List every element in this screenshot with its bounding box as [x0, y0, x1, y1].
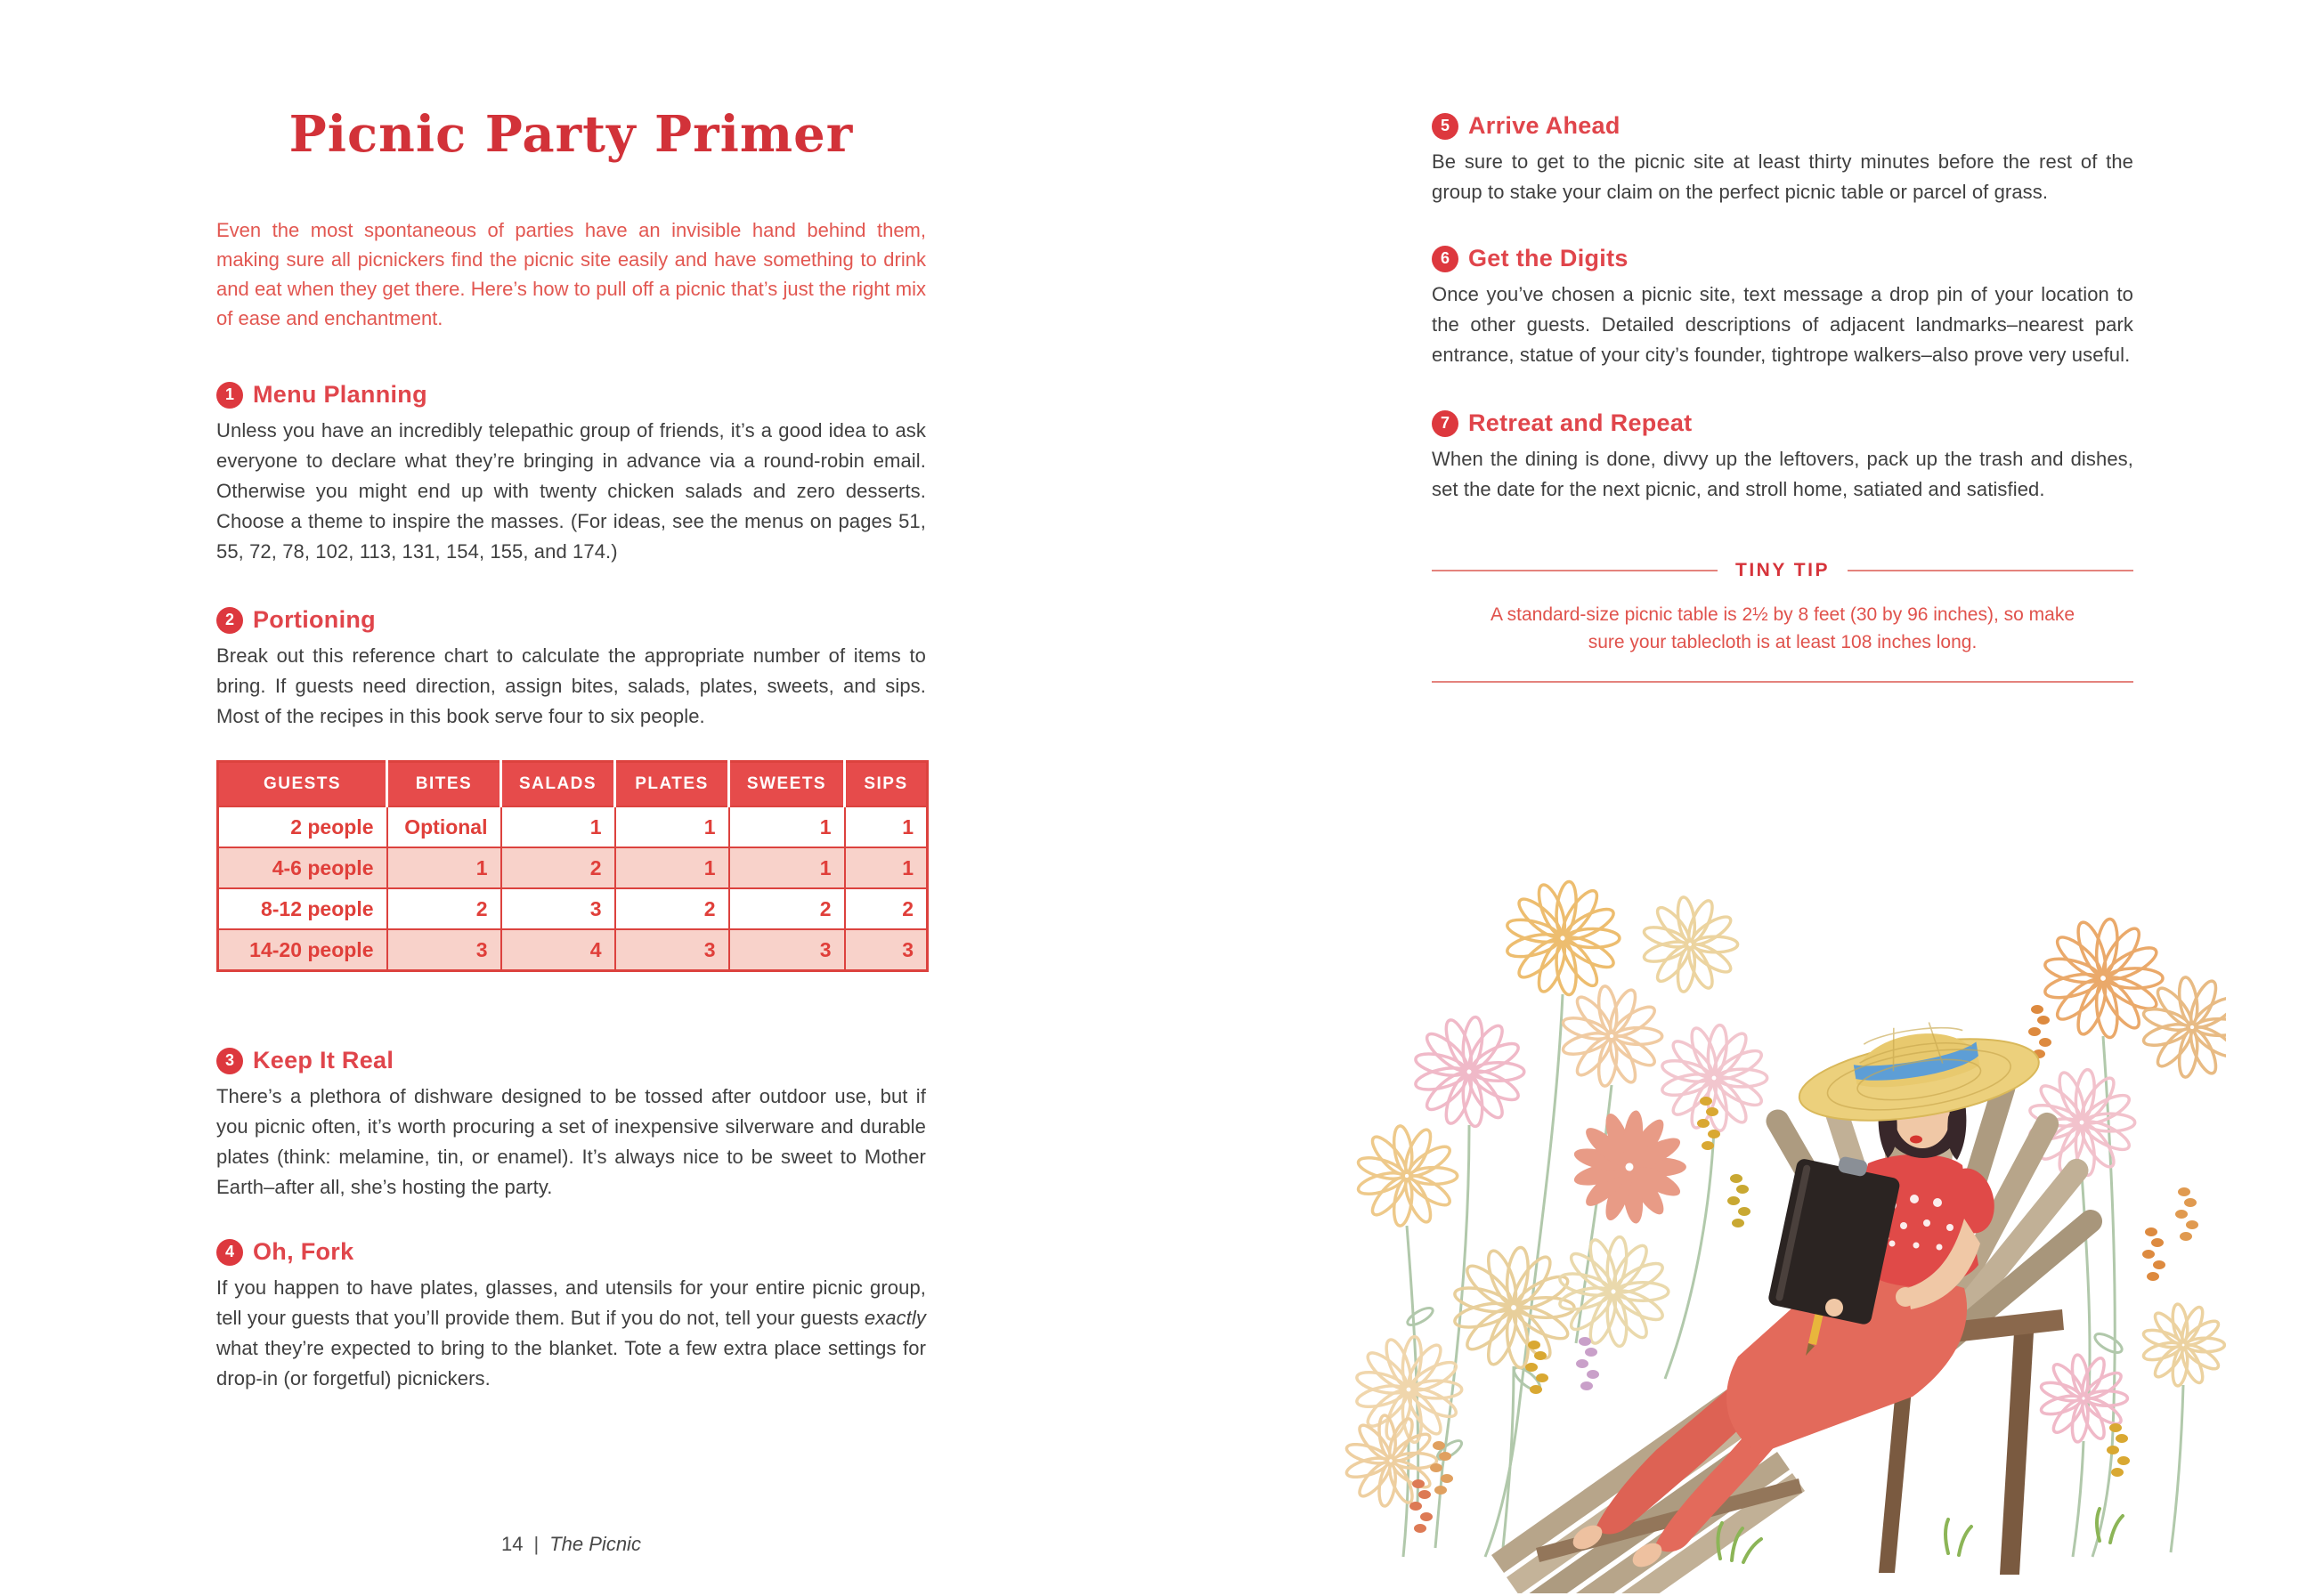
number-badge: 2: [216, 607, 243, 634]
number-badge: 1: [216, 382, 243, 409]
cell: 4: [501, 929, 615, 971]
cell: 2: [729, 888, 845, 929]
table-row: [218, 847, 928, 888]
cell: 2: [845, 888, 928, 929]
portion-table: [216, 760, 929, 972]
section-retreat-and-repeat: [1432, 409, 2133, 505]
cell: Optional: [387, 806, 501, 847]
tip-rule-bottom: [1432, 681, 2133, 683]
col-header-plates: PLATES: [615, 762, 729, 807]
number-badge: 4: [216, 1239, 243, 1266]
cell: 14-20 people: [218, 929, 387, 971]
page-title: Picnic Party Primer: [288, 105, 854, 164]
table-row: [218, 929, 928, 971]
section-heading: [1432, 112, 2133, 140]
body-text: If you happen to have plates, glasses, and utensils for your entire picnic group, tell your guests that you’ll provide them. But if you do not, tell your guests: [216, 1276, 926, 1329]
section-heading: [216, 1047, 926, 1074]
tiny-tip-label: TINY TIP: [1735, 560, 1830, 580]
section-title: Portioning: [253, 606, 376, 633]
right-page: [1432, 0, 2133, 683]
table-row: [218, 806, 928, 847]
section-get-the-digits: [1432, 245, 2133, 370]
section-heading: [216, 1238, 926, 1266]
section-title: Keep It Real: [253, 1047, 394, 1073]
col-header-sweets: SWEETS: [729, 762, 845, 807]
number-badge: 5: [1432, 113, 1458, 140]
section-body: Be sure to get to the picnic site at least thirty minutes before the rest of the group to stake your claim on the perfect picnic table or parcel of grass.: [1432, 150, 2133, 203]
section-body: Once you’ve chosen a picnic site, text message a drop pin of your location to the other guests. Detailed descriptions of adjacent landmarks–nearest park entrance, statue of your city’s founder, tightrope walkers–also prove very useful.: [1432, 283, 2133, 366]
cell: 1: [845, 806, 928, 847]
picnic-illustration: [1336, 844, 2226, 1593]
cell: 4-6 people: [218, 847, 387, 888]
intro-paragraph: Even the most spontaneous of parties have an invisible hand behind them, making sure all picnickers find the picnic site easily and have something to drink and eat when they get there. Here’s how to pull off a picnic that’s just the right mix of ease and enchantment.: [216, 219, 926, 329]
section-body: When the dining is done, divvy up the leftovers, pack up the trash and dishes, set the date for the next picnic, and stroll home, satiated and satisfied.: [1432, 448, 2133, 500]
cell: 3: [501, 888, 615, 929]
col-header-bites: BITES: [387, 762, 501, 807]
footer-separator: |: [533, 1533, 540, 1555]
cell: 3: [615, 929, 729, 971]
cell: 2: [387, 888, 501, 929]
tip-rule-left: [1432, 570, 1718, 571]
cell: 1: [729, 806, 845, 847]
section-title: Arrive Ahead: [1468, 112, 1620, 139]
body-text: what they’re expected to bring to the blanket. Tote a few extra place settings for drop-in (or forgetful) picnickers.: [216, 1337, 926, 1389]
cell: 2: [615, 888, 729, 929]
table-header-row: [218, 762, 928, 807]
cell: 8-12 people: [218, 888, 387, 929]
section-heading: [216, 381, 926, 409]
section-oh-fork: [216, 1238, 926, 1394]
section-title: Oh, Fork: [253, 1238, 354, 1265]
body-text-italic: exactly: [864, 1307, 926, 1329]
cell: 1: [387, 847, 501, 888]
page-number: 14: [501, 1533, 524, 1555]
cell: 2 people: [218, 806, 387, 847]
section-keep-it-real: [216, 1047, 926, 1203]
cell: 3: [387, 929, 501, 971]
table-row: [218, 888, 928, 929]
number-badge: 7: [1432, 410, 1458, 437]
col-header-sips: SIPS: [845, 762, 928, 807]
tiny-tip-header: [1432, 560, 2133, 581]
tip-rule-right: [1848, 570, 2133, 571]
cell: 1: [615, 847, 729, 888]
section-arrive-ahead: [1432, 112, 2133, 207]
left-page: [216, 0, 926, 1394]
cell: 1: [729, 847, 845, 888]
section-heading: [1432, 245, 2133, 272]
tiny-tip-box: [1432, 560, 2133, 683]
cell: 1: [501, 806, 615, 847]
section-title: Get the Digits: [1468, 245, 1629, 271]
section-heading: [1432, 409, 2133, 437]
cell: 1: [845, 847, 928, 888]
section-body: There’s a plethora of dishware designed to be tossed after outdoor use, but if you picnic often, it’s worth procuring a set of inexpensive silverware and durable plates (think: melamine, tin, or enamel). It’s always nice to be sweet to Mother Earth–after all, she’s hosting the party.: [216, 1085, 926, 1198]
number-badge: 3: [216, 1048, 243, 1074]
tiny-tip-text: A standard-size picnic table is 2½ by 8 feet (30 by 96 inches), so make sure your tablecloth is at least 108 inches long.: [1490, 604, 2075, 652]
section-body: Break out this reference chart to calculate the appropriate number of items to bring. If guests need direction, assign bites, salads, plates, sweets, and sips. Most of the recipes in this book serve four to six people.: [216, 644, 926, 727]
cell: 1: [615, 806, 729, 847]
footer-book-title: The Picnic: [549, 1533, 641, 1555]
section-body: [216, 1273, 926, 1394]
col-header-guests: GUESTS: [218, 762, 387, 807]
cell: 2: [501, 847, 615, 888]
page-footer: [216, 1533, 926, 1556]
section-portioning: [216, 606, 926, 732]
section-title: Menu Planning: [253, 381, 427, 408]
section-heading: [216, 606, 926, 634]
section-title: Retreat and Repeat: [1468, 409, 1693, 436]
col-header-salads: SALADS: [501, 762, 615, 807]
section-menu-planning: [216, 381, 926, 567]
section-body: Unless you have an incredibly telepathic group of friends, it’s a good idea to ask everyone to declare what they’re bringing in advance via a round-robin email. Otherwise you might end up with twenty chicken salads and zero desserts. Choose a theme to inspire the masses. (For ideas, see the menus on pages 51, 55, 72, 78, 102, 113, 131, 154, 155, and 174.): [216, 419, 926, 563]
illustration-svg: [1336, 844, 2226, 1593]
number-badge: 6: [1432, 246, 1458, 272]
cell: 3: [729, 929, 845, 971]
cell: 3: [845, 929, 928, 971]
